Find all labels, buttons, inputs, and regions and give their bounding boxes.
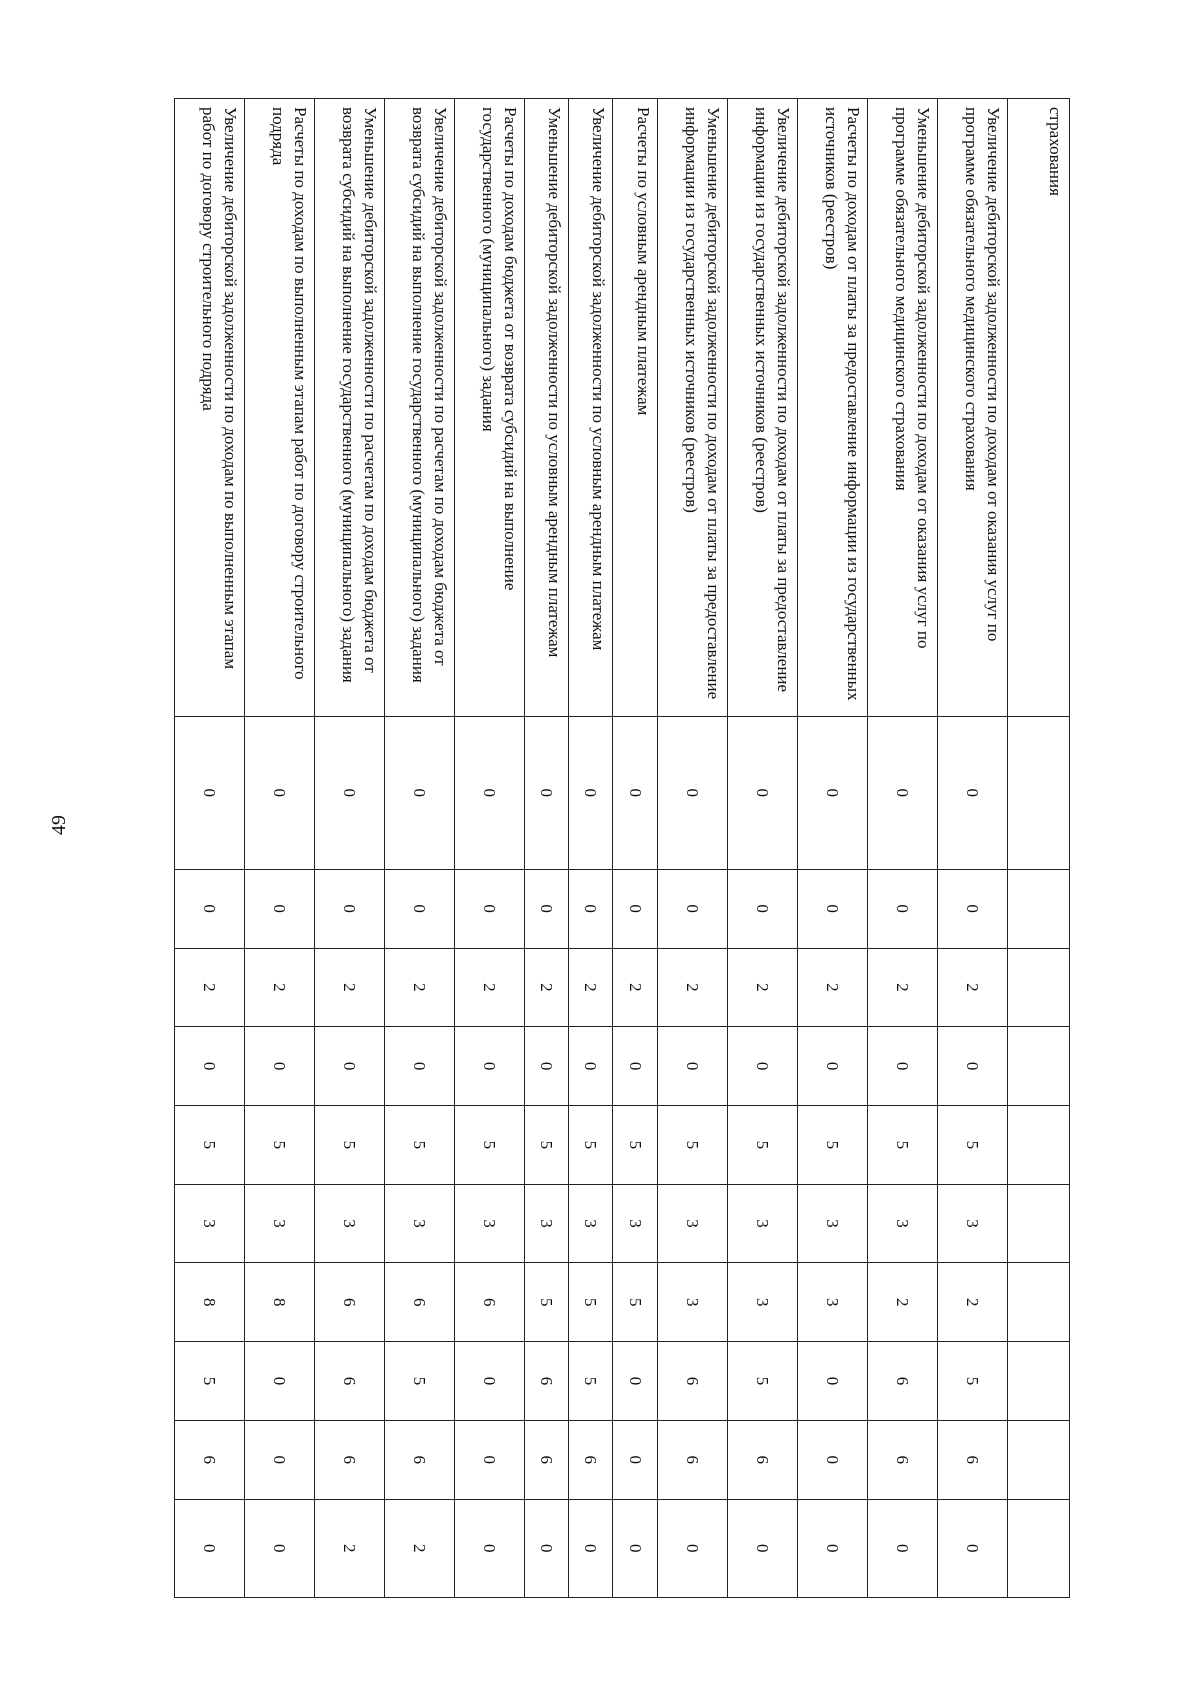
- code-cell: 3: [385, 1184, 455, 1263]
- rotated-table-container: [174, 98, 1070, 1598]
- code-cell: 0: [525, 1499, 569, 1597]
- code-cell: 2: [455, 948, 525, 1027]
- code-cell: 5: [245, 1105, 315, 1184]
- code-cell: 5: [613, 1263, 657, 1342]
- code-cell: 0: [797, 1499, 867, 1597]
- cell: [1007, 1263, 1069, 1342]
- code-cell: 0: [727, 1499, 797, 1597]
- code-cell: 0: [797, 1027, 867, 1106]
- code-cell: 3: [525, 1184, 569, 1263]
- code-cell: 0: [613, 1027, 657, 1106]
- code-cell: 0: [569, 869, 613, 948]
- code-cell: 2: [937, 1263, 1007, 1342]
- table-row: [1007, 99, 1069, 1598]
- code-cell: 5: [657, 1105, 727, 1184]
- row-label: Уменьшение дебиторской задолженности по доходам от платы за предоставление информации из государственных источников (реестров): [657, 99, 727, 717]
- code-cell: 0: [613, 1499, 657, 1597]
- code-cell: 0: [657, 1027, 727, 1106]
- code-cell: 0: [245, 1342, 315, 1421]
- code-cell: 6: [937, 1420, 1007, 1499]
- code-cell: 0: [175, 716, 245, 869]
- code-cell: 6: [455, 1263, 525, 1342]
- row-label: Увеличение дебиторской задолженности по доходам по выполненным этапам работ по договору строительного подряда: [175, 99, 245, 717]
- code-cell: 5: [613, 1105, 657, 1184]
- code-cell: 2: [175, 948, 245, 1027]
- code-cell: 0: [937, 869, 1007, 948]
- code-cell: 5: [569, 1263, 613, 1342]
- code-cell: 0: [455, 1342, 525, 1421]
- table-row: [175, 99, 245, 1598]
- code-cell: 2: [569, 948, 613, 1027]
- cell: [1007, 1105, 1069, 1184]
- code-cell: 0: [525, 869, 569, 948]
- row-label: страхования: [1007, 99, 1069, 717]
- table-row: [525, 99, 569, 1598]
- code-cell: 6: [385, 1263, 455, 1342]
- code-cell: 3: [727, 1263, 797, 1342]
- code-cell: 0: [727, 716, 797, 869]
- code-cell: 5: [315, 1105, 385, 1184]
- row-label: Уменьшение дебиторской задолженности по доходам от оказания услуг по программе обязательного медицинского страхования: [867, 99, 937, 717]
- code-cell: 2: [937, 948, 1007, 1027]
- table-row: [315, 99, 385, 1598]
- code-cell: 2: [797, 948, 867, 1027]
- code-cell: 0: [867, 1027, 937, 1106]
- code-cell: 0: [613, 716, 657, 869]
- code-cell: 0: [525, 716, 569, 869]
- code-cell: 8: [245, 1263, 315, 1342]
- cell: [1007, 1027, 1069, 1106]
- code-cell: 3: [657, 1263, 727, 1342]
- code-cell: 6: [657, 1342, 727, 1421]
- code-cell: 6: [315, 1263, 385, 1342]
- code-cell: 5: [937, 1342, 1007, 1421]
- code-cell: 0: [245, 1027, 315, 1106]
- code-cell: 5: [937, 1105, 1007, 1184]
- table-row: [867, 99, 937, 1598]
- page-number: [48, 810, 71, 840]
- code-cell: 0: [569, 716, 613, 869]
- code-cell: 3: [797, 1263, 867, 1342]
- code-cell: 3: [315, 1184, 385, 1263]
- code-cell: 5: [867, 1105, 937, 1184]
- code-cell: 3: [657, 1184, 727, 1263]
- code-cell: 3: [797, 1184, 867, 1263]
- code-cell: 0: [245, 869, 315, 948]
- code-cell: 6: [175, 1420, 245, 1499]
- row-label: Увеличение дебиторской задолженности по условным арендным платежам: [569, 99, 613, 717]
- code-cell: 5: [525, 1105, 569, 1184]
- code-cell: 5: [385, 1342, 455, 1421]
- code-cell: 0: [175, 1499, 245, 1597]
- code-cell: 0: [867, 716, 937, 869]
- code-cell: 0: [867, 869, 937, 948]
- code-cell: 6: [525, 1342, 569, 1421]
- code-cell: 6: [315, 1342, 385, 1421]
- code-cell: 0: [569, 1499, 613, 1597]
- row-label: Увеличение дебиторской задолженности по доходам от оказания услуг по программе обязательного медицинского страхования: [937, 99, 1007, 717]
- table-body: [175, 99, 1070, 1598]
- code-cell: 0: [455, 1499, 525, 1597]
- code-cell: 6: [525, 1420, 569, 1499]
- code-cell: 5: [569, 1342, 613, 1421]
- code-cell: 2: [867, 948, 937, 1027]
- table-row: [455, 99, 525, 1598]
- cell: [1007, 948, 1069, 1027]
- code-cell: 0: [797, 1342, 867, 1421]
- code-cell: 0: [657, 869, 727, 948]
- row-label: Увеличение дебиторской задолженности по расчетам по доходам бюджета от возврата субсидий на выполнение государственного (муниципального) задания: [385, 99, 455, 717]
- code-cell: 0: [245, 1499, 315, 1597]
- code-cell: 5: [175, 1342, 245, 1421]
- code-cell: 0: [455, 869, 525, 948]
- code-cell: 3: [175, 1184, 245, 1263]
- code-cell: 0: [315, 869, 385, 948]
- code-cell: 0: [385, 1027, 455, 1106]
- cell: [1007, 716, 1069, 869]
- code-cell: 5: [727, 1105, 797, 1184]
- code-cell: 0: [525, 1027, 569, 1106]
- code-cell: 5: [385, 1105, 455, 1184]
- code-cell: 0: [385, 869, 455, 948]
- code-cell: 6: [867, 1342, 937, 1421]
- code-cell: 2: [727, 948, 797, 1027]
- code-cell: 5: [175, 1105, 245, 1184]
- code-cell: 2: [385, 948, 455, 1027]
- code-cell: 0: [175, 1027, 245, 1106]
- code-cell: 0: [657, 716, 727, 869]
- code-cell: 6: [315, 1420, 385, 1499]
- code-cell: 0: [245, 716, 315, 869]
- table-row: [937, 99, 1007, 1598]
- code-cell: 0: [797, 869, 867, 948]
- table-row: [385, 99, 455, 1598]
- code-cell: 3: [867, 1184, 937, 1263]
- row-label: Уменьшение дебиторской задолженности по условным арендным платежам: [525, 99, 569, 717]
- table-row: [245, 99, 315, 1598]
- code-cell: 0: [727, 1027, 797, 1106]
- table-row: [569, 99, 613, 1598]
- code-cell: 0: [455, 716, 525, 869]
- cell: [1007, 1184, 1069, 1263]
- row-label: Расчеты по доходам от платы за предоставление информации из государственных источников (реестров): [797, 99, 867, 717]
- page-number-text: 49: [48, 815, 70, 835]
- code-cell: 5: [727, 1342, 797, 1421]
- table-row: [727, 99, 797, 1598]
- code-cell: 6: [727, 1420, 797, 1499]
- code-cell: 2: [315, 1499, 385, 1597]
- code-cell: 0: [867, 1499, 937, 1597]
- code-cell: 3: [613, 1184, 657, 1263]
- row-label: Расчеты по доходам по выполненным этапам работ по договору строительного подряда: [245, 99, 315, 717]
- code-cell: 2: [315, 948, 385, 1027]
- code-cell: 8: [175, 1263, 245, 1342]
- code-cell: 0: [315, 1027, 385, 1106]
- code-cell: 3: [455, 1184, 525, 1263]
- code-cell: 0: [245, 1420, 315, 1499]
- code-cell: 0: [455, 1420, 525, 1499]
- code-cell: 3: [245, 1184, 315, 1263]
- code-cell: 5: [569, 1105, 613, 1184]
- code-cell: 0: [657, 1499, 727, 1597]
- table-row: [613, 99, 657, 1598]
- cell: [1007, 1420, 1069, 1499]
- code-cell: 0: [175, 869, 245, 948]
- code-cell: 6: [385, 1420, 455, 1499]
- code-cell: 0: [727, 869, 797, 948]
- code-cell: 2: [385, 1499, 455, 1597]
- row-label: Расчеты по доходам бюджета от возврата субсидий на выполнение государственного (муниципального) задания: [455, 99, 525, 717]
- cell: [1007, 1342, 1069, 1421]
- code-cell: 6: [569, 1420, 613, 1499]
- code-cell: 6: [867, 1420, 937, 1499]
- table-row: [657, 99, 727, 1598]
- table-row: [797, 99, 867, 1598]
- code-cell: 0: [797, 1420, 867, 1499]
- code-cell: 0: [797, 716, 867, 869]
- code-cell: 5: [797, 1105, 867, 1184]
- code-cell: 2: [245, 948, 315, 1027]
- row-label: Увеличение дебиторской задолженности по доходам от платы за предоставление информации из государственных источников (реестров): [727, 99, 797, 717]
- code-cell: 3: [727, 1184, 797, 1263]
- code-cell: 0: [315, 716, 385, 869]
- code-cell: 0: [613, 869, 657, 948]
- cell: [1007, 869, 1069, 948]
- code-cell: 0: [613, 1342, 657, 1421]
- code-cell: 2: [657, 948, 727, 1027]
- code-cell: 0: [455, 1027, 525, 1106]
- code-cell: 0: [385, 716, 455, 869]
- code-cell: 6: [657, 1420, 727, 1499]
- code-cell: 2: [613, 948, 657, 1027]
- code-cell: 5: [455, 1105, 525, 1184]
- code-cell: 2: [525, 948, 569, 1027]
- code-cell: 0: [937, 716, 1007, 869]
- code-cell: 5: [525, 1263, 569, 1342]
- code-cell: 0: [569, 1027, 613, 1106]
- code-cell: 0: [937, 1027, 1007, 1106]
- code-cell: 3: [569, 1184, 613, 1263]
- cell: [1007, 1499, 1069, 1597]
- code-cell: 2: [867, 1263, 937, 1342]
- account-codes-table: [174, 98, 1070, 1598]
- code-cell: 3: [937, 1184, 1007, 1263]
- row-label: Расчеты по условным арендным платежам: [613, 99, 657, 717]
- code-cell: 0: [613, 1420, 657, 1499]
- code-cell: 0: [937, 1499, 1007, 1597]
- row-label: Уменьшение дебиторской задолженности по расчетам по доходам бюджета от возврата субсидий на выполнение государственного (муниципального) задания: [315, 99, 385, 717]
